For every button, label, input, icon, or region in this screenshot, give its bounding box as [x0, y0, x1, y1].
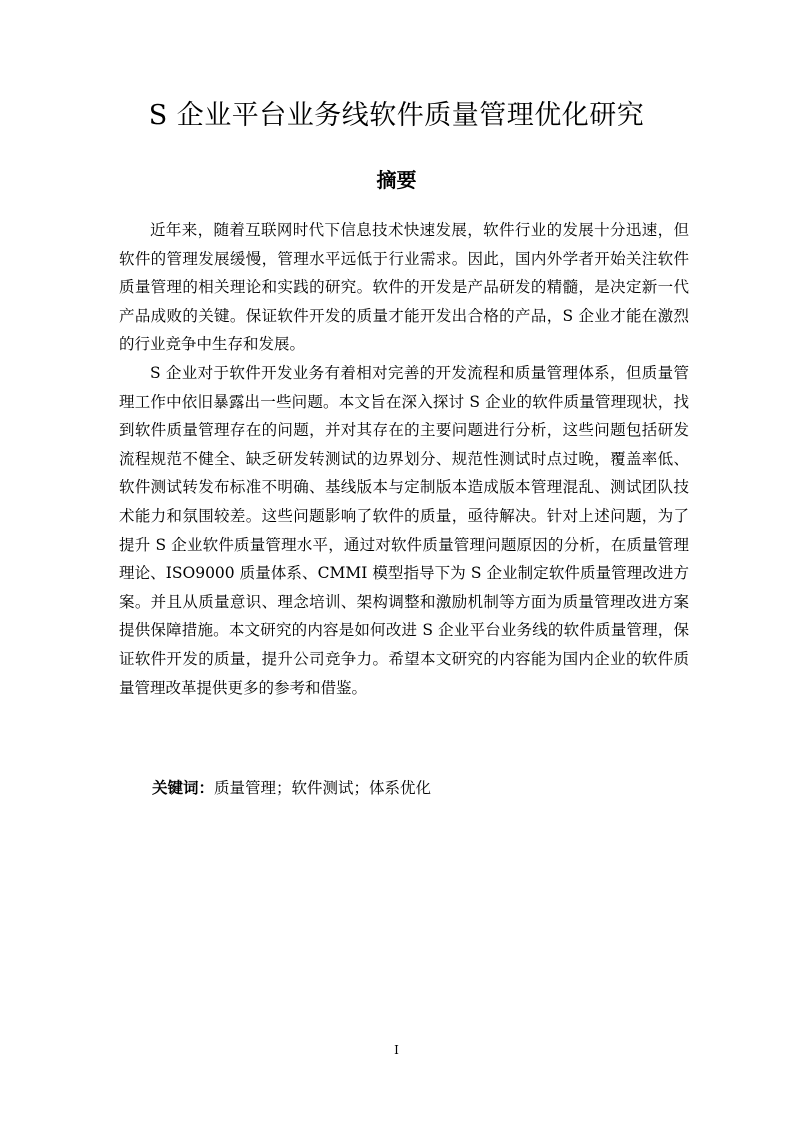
- keywords-line: [152, 774, 692, 802]
- page-number: I: [394, 1043, 399, 1057]
- keywords-value: 质量管理；软件测试；体系优化: [214, 779, 432, 797]
- abstract-paragraph: 近年来，随着互联网时代下信息技术快速发展，软件行业的发展十分迅速，但软件的管理发展缓慢，管理水平远低于行业需求。因此，国内外学者开始关注软件质量管理的相关理论和实践的研究。软件的开发是产品研发的精髓，是决定新一代产品成败的关键。保证软件开发的质量才能开发出合格的产品，S 企业才能在激烈的行业竞争中生存和发展。: [119, 221, 689, 354]
- abstract-body: [119, 216, 689, 702]
- keywords-label: 关键词：: [152, 779, 215, 797]
- abstract-heading: 摘要: [376, 168, 417, 192]
- abstract-paragraph: S 企业对于软件开发业务有着相对完善的开发流程和质量管理体系，但质量管理工作中依旧暴露出一些问题。本文旨在深入探讨 S 企业的软件质量管理现状，找到软件质量管理存在的问题，并对其存在的主要问题进行分析，这些问题包括研发流程规范不健全、缺乏研发转测试的边界划分、规范性测试时点过晚，覆盖率低、软件测试转发布标准不明确、基线版本与定制版本造成版本管理混乱、测试团队技术能力和氛围较差。这些问题影响了软件的质量，亟待解决。针对上述问题，为了提升 S 企业软件质量管理水平，通过对软件质量管理问题原因的分析，在质量管理理论、ISO9000 质量体系、CMMI 模型指导下为 S 企业制定软件质量管理改进方案。并且从质量意识、理念培训、架构调整和激励机制等方面为质量管理改进方案提供保障措施。本文研究的内容是如何改进 S 企业平台业务线的软件质量管理，保证软件开发的质量，提升公司竞争力。希望本文研究的内容能为国内企业的软件质量管理改革提供更多的参考和借鉴。: [119, 363, 689, 697]
- document-title: S 企业平台业务线软件质量管理优化研究: [148, 100, 645, 131]
